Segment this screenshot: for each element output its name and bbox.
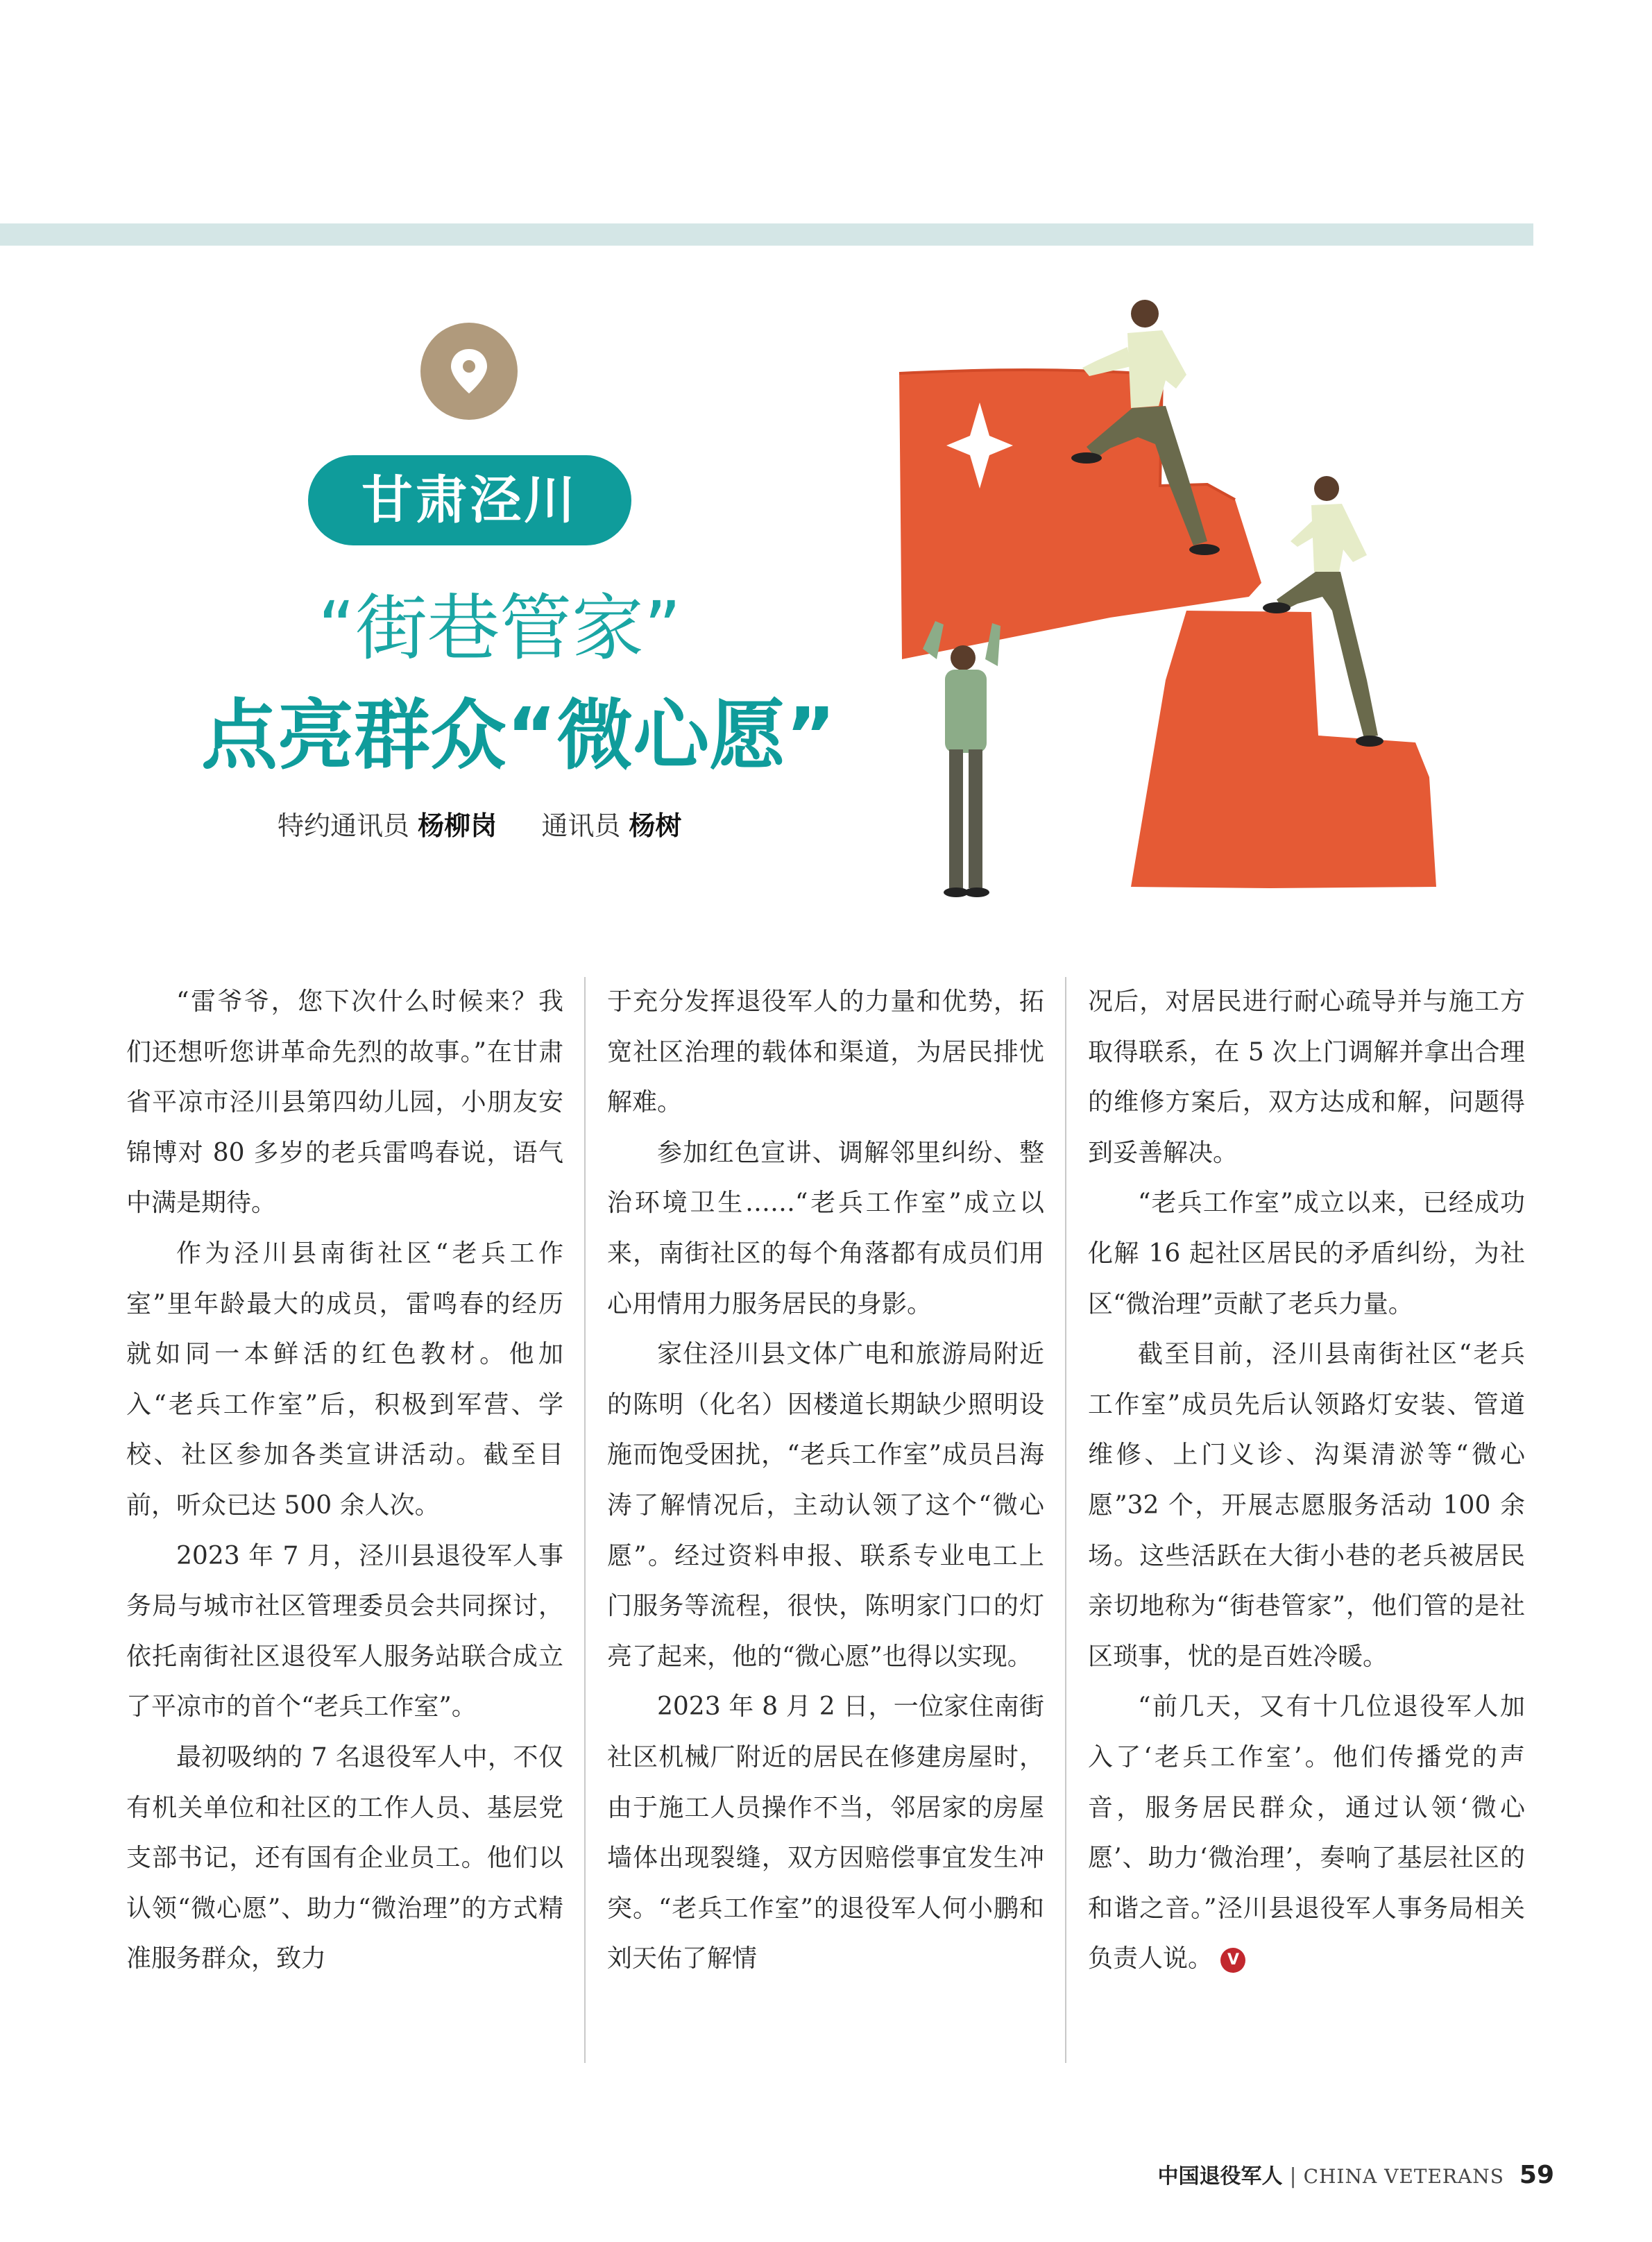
- byline: [278, 805, 708, 847]
- paragraph: 2023 年 8 月 2 日，一位家住南街社区机械厂附近的居民在修建房屋时，由于施工人员操作不当，邻居家的房屋墙体出现裂缝，双方因赔偿事宜发生冲突。“老兵工作室”的退役军人何小鹏和刘天佑了解情: [607, 1692, 1044, 1973]
- paragraph: 2023 年 7 月，泾川县退役军人事务局与城市社区管理委员会共同探讨，依托南街社区退役军人服务站联合成立了平凉市的首个“老兵工作室”。: [126, 1541, 563, 1722]
- article-column-2: [607, 977, 1044, 1985]
- right-step-block: [1131, 611, 1436, 888]
- article-column-1: [126, 977, 563, 1985]
- article-column-3: [1088, 977, 1525, 1985]
- paragraph-continued: 于充分发挥退役军人的力量和优势，拓宽社区治理的载体和渠道，为居民排忧解难。: [607, 987, 1044, 1117]
- holder-figure: [923, 621, 1000, 897]
- page-number: 59: [1519, 2161, 1554, 2189]
- paragraph: “雷爷爷，您下次什么时候来？我们还想听您讲革命先烈的故事。”在甘肃省平凉市泾川县第四幼儿园，小朋友安锦博对 80 多岁的老兵雷鸣春说，语气中满是期待。: [126, 987, 563, 1218]
- location-badge: [420, 323, 518, 420]
- paragraph: 作为泾川县南街社区“老兵工作室”里年龄最大的成员，雷鸣春的经历就如同一本鲜活的红色教材。他加入“老兵工作室”后，积极到军营、学校、社区参加各类宣讲活动。截至目前，听众已达 500 余人次。: [126, 1239, 563, 1520]
- byline-name2: 杨树: [629, 810, 682, 841]
- page-footer: [1110, 2155, 1554, 2196]
- column-divider: [1065, 977, 1066, 2063]
- paragraph: “老兵工作室”成立以来，已经成功化解 16 起社区居民的矛盾纠纷，为社区“微治理”贡献了老兵力量。: [1088, 1189, 1525, 1318]
- paragraph: 最初吸纳的 7 名退役军人中，不仅有机关单位和社区的工作人员、基层党支部书记，还有国有企业员工。他们以认领“微心愿”、助力“微治理”的方式精准服务群众，致力: [126, 1742, 563, 1973]
- byline-role1: 特约通讯员: [278, 810, 410, 841]
- climbing-people-illustration: [881, 291, 1450, 916]
- paragraph: 家住泾川县文体广电和旅游局附近的陈明（化名）因楼道长期缺少照明设施而饱受困扰，“老兵工作室”成员吕海涛了解情况后，主动认领了这个“微心愿”。经过资料申报、联系专业电工上门服务等流程，很快，陈明家门口的灯亮了起来，他的“微心愿”也得以实现。: [607, 1340, 1044, 1671]
- header-band: [0, 223, 1533, 246]
- paragraph: 截至目前，泾川县南街社区“老兵工作室”成员先后认领路灯安装、管道维修、上门义诊、沟渠清淤等“微心愿”32 个，开展志愿服务活动 100 余场。这些活跃在大街小巷的老兵被居民亲切地称为“街巷管家”，他们管的是社区琐事，忧的是百姓冷暖。: [1088, 1340, 1525, 1671]
- magazine-name-en: CHINA VETERANS: [1303, 2165, 1504, 2188]
- paragraph: 参加红色宣讲、调解邻里纠纷、整治环境卫生……“老兵工作室”成立以来，南街社区的每个角落都有成员们用心用情用力服务居民的身影。: [607, 1138, 1044, 1318]
- location-pin-icon: [447, 346, 491, 396]
- region-tag: 甘肃泾川: [308, 455, 631, 545]
- magazine-logo-icon: V: [1220, 1948, 1245, 1973]
- magazine-name-cn: 中国退役军人: [1157, 2164, 1283, 2189]
- paragraph-last: [1088, 1682, 1525, 1985]
- last-paragraph-text: “前几天，又有十几位退役军人加入了‘老兵工作室’。他们传播党的声音，服务居民群众，通过认领‘微心愿’、助力‘微治理’，奏响了基层社区的和谐之音。”泾川县退役军人事务局相关负责人说。: [1088, 1692, 1525, 1973]
- byline-name1: 杨柳岗: [418, 810, 497, 841]
- byline-role2: 通讯员: [541, 810, 621, 841]
- paragraph-continued: 况后，对居民进行耐心疏导并与施工方取得联系，在 5 次上门调解并拿出合理的维修方案后，双方达成和解，问题得到妥善解决。: [1088, 987, 1525, 1167]
- column-divider: [584, 977, 586, 2063]
- footer-separator: |: [1289, 2164, 1297, 2189]
- article-title-line1: “街巷管家”: [318, 586, 681, 670]
- article-title-line2: 点亮群众“微心愿”: [201, 691, 836, 780]
